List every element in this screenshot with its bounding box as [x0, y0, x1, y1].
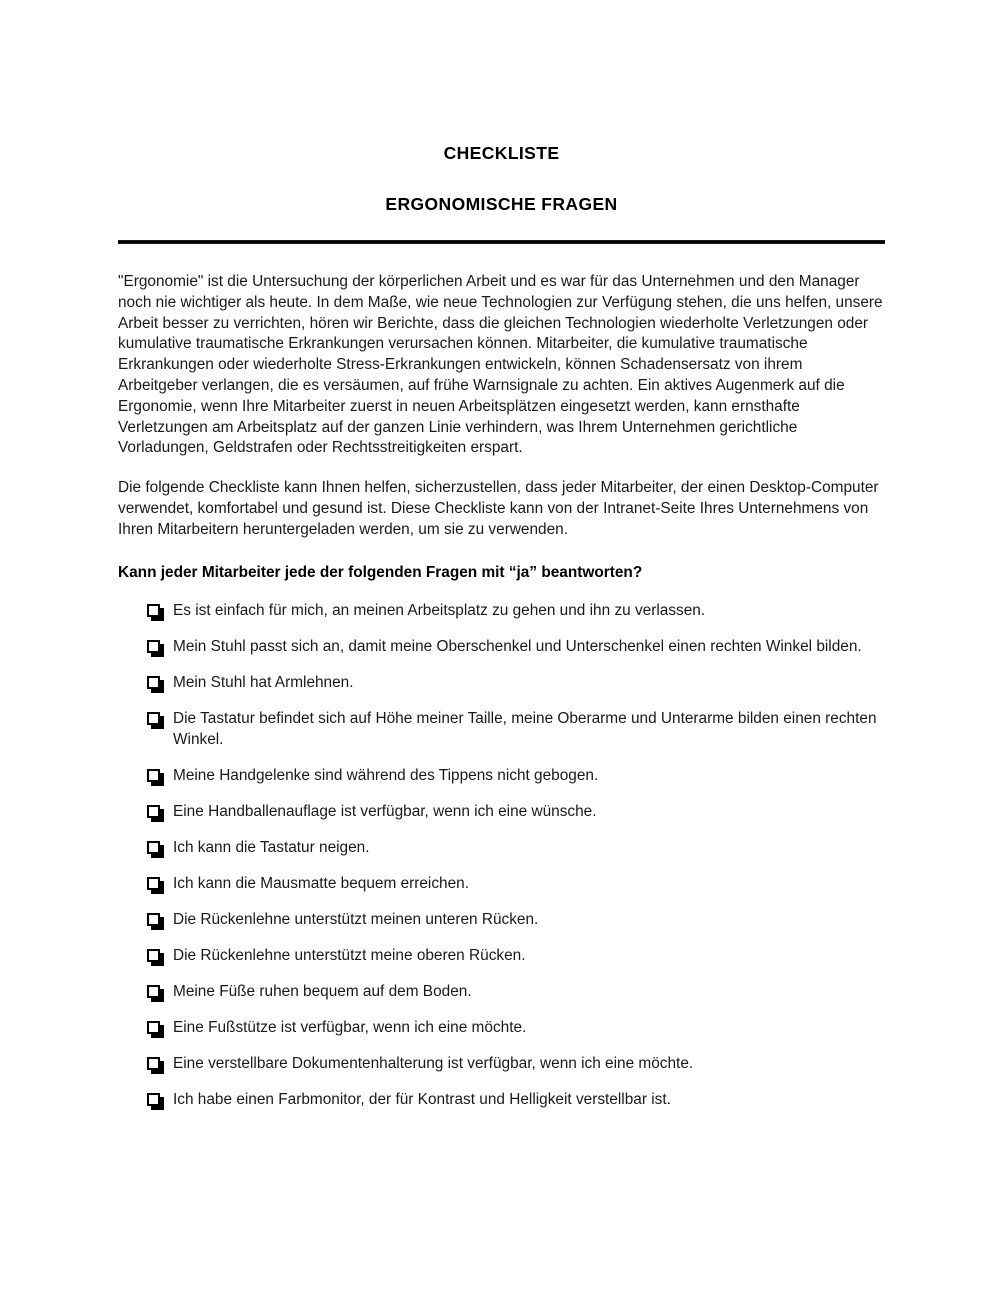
- checkbox-icon[interactable]: [147, 805, 160, 818]
- checkbox-icon[interactable]: [147, 1093, 160, 1106]
- page-title: CHECKLISTE: [443, 143, 560, 163]
- list-item-label: Ich kann die Tastatur neigen.: [173, 838, 370, 856]
- title-block: [118, 0, 885, 215]
- list-item-label: Ich habe einen Farbmonitor, der für Kontrast und Helligkeit verstellbar ist.: [173, 1090, 671, 1108]
- checkbox-icon[interactable]: [147, 640, 160, 653]
- checkbox-icon[interactable]: [147, 877, 160, 890]
- list-item-label: Die Rückenlehne unterstützt meine oberen Rücken.: [173, 946, 526, 964]
- list-item[interactable]: [118, 1018, 885, 1039]
- checkbox-icon[interactable]: [147, 913, 160, 926]
- list-item[interactable]: [118, 637, 885, 658]
- list-item[interactable]: [118, 874, 885, 895]
- list-item[interactable]: [118, 982, 885, 1003]
- list-item-label: Eine Fußstütze ist verfügbar, wenn ich eine möchte.: [173, 1018, 527, 1036]
- checkbox-icon[interactable]: [147, 1021, 160, 1034]
- list-item[interactable]: [118, 673, 885, 694]
- checkbox-icon[interactable]: [147, 985, 160, 998]
- list-item[interactable]: [118, 838, 885, 859]
- list-item-label: Die Tastatur befindet sich auf Höhe meiner Taille, meine Oberarme und Unterarme bilden einen rechten Winkel.: [173, 710, 877, 749]
- instructions-paragraph: Die folgende Checkliste kann Ihnen helfen, sicherzustellen, dass jeder Mitarbeiter, der einen Desktop-Computer verwendet, komfortabel und gesund ist. Diese Checkliste kann von der Intranet-Seite Ihres Unternehmens von Ihren Mitarbeitern heruntergeladen werden, um sie zu verwenden.: [118, 479, 879, 538]
- list-item-label: Es ist einfach für mich, an meinen Arbeitsplatz zu gehen und ihn zu verlassen.: [173, 602, 706, 620]
- document-content: [118, 0, 885, 1111]
- list-item-label: Mein Stuhl passt sich an, damit meine Oberschenkel und Unterschenkel einen rechten Winkel bilden.: [173, 638, 862, 656]
- list-item[interactable]: [118, 802, 885, 823]
- list-item-label: Mein Stuhl hat Armlehnen.: [173, 674, 354, 692]
- checkbox-icon[interactable]: [147, 676, 160, 689]
- list-item[interactable]: [118, 910, 885, 931]
- list-item[interactable]: [118, 946, 885, 967]
- list-item[interactable]: [118, 1054, 885, 1075]
- list-item-label: Meine Handgelenke sind während des Tippens nicht gebogen.: [173, 766, 599, 784]
- checkbox-icon[interactable]: [147, 949, 160, 962]
- checkbox-icon[interactable]: [147, 769, 160, 782]
- list-item[interactable]: [118, 766, 885, 787]
- checkbox-icon[interactable]: [147, 604, 160, 617]
- list-item-label: Ich kann die Mausmatte bequem erreichen.: [173, 874, 470, 892]
- question-heading: Kann jeder Mitarbeiter jede der folgenden Fragen mit “ja” beantworten?: [118, 563, 643, 581]
- list-item[interactable]: [118, 601, 885, 622]
- checkbox-icon[interactable]: [147, 712, 160, 725]
- list-item-label: Eine Handballenauflage ist verfügbar, wenn ich eine wünsche.: [173, 802, 597, 820]
- intro-paragraph: "Ergonomie" ist die Untersuchung der körperlichen Arbeit und es war für das Unternehmen und den Manager noch nie wichtiger als heute. In dem Maße, wie neue Technologien zur Verfügung stehen, die uns helfen, unsere Arbeit besser zu verrichten, hören wir Berichte, dass die gleichen Technologien wiederholte Verletzungen oder kumulative traumatische Erkrankungen verursachen können. Mitarbeiter, die kumulative traumatische Erkrankungen oder wiederholte Stress-Erkrankungen entwickeln, können Schadensersatz von ihrem Arbeitgeber verlangen, die es versäumen, auf frühe Warnsignale zu achten. Ein aktives Augenmerk auf die Ergonomie, wenn Ihre Mitarbeiter zuerst in neuen Arbeitsplätzen eingesetzt werden, kann ernsthafte Verletzungen am Arbeitsplatz auf der ganzen Linie verhindern, was Ihrem Unternehmen gerichtliche Vorladungen, Geldstrafen oder Rechtsstreitigkeiten erspart.: [118, 273, 883, 457]
- page-subtitle: ERGONOMISCHE FRAGEN: [385, 194, 618, 214]
- checklist: [118, 583, 885, 1111]
- list-item-label: Eine verstellbare Dokumentenhalterung ist verfügbar, wenn ich eine möchte.: [173, 1054, 694, 1072]
- checkbox-icon[interactable]: [147, 1057, 160, 1070]
- list-item-label: Die Rückenlehne unterstützt meinen unteren Rücken.: [173, 910, 539, 928]
- list-item[interactable]: [118, 709, 885, 751]
- checkbox-icon[interactable]: [147, 841, 160, 854]
- list-item[interactable]: [118, 1090, 885, 1111]
- list-item-label: Meine Füße ruhen bequem auf dem Boden.: [173, 982, 472, 1000]
